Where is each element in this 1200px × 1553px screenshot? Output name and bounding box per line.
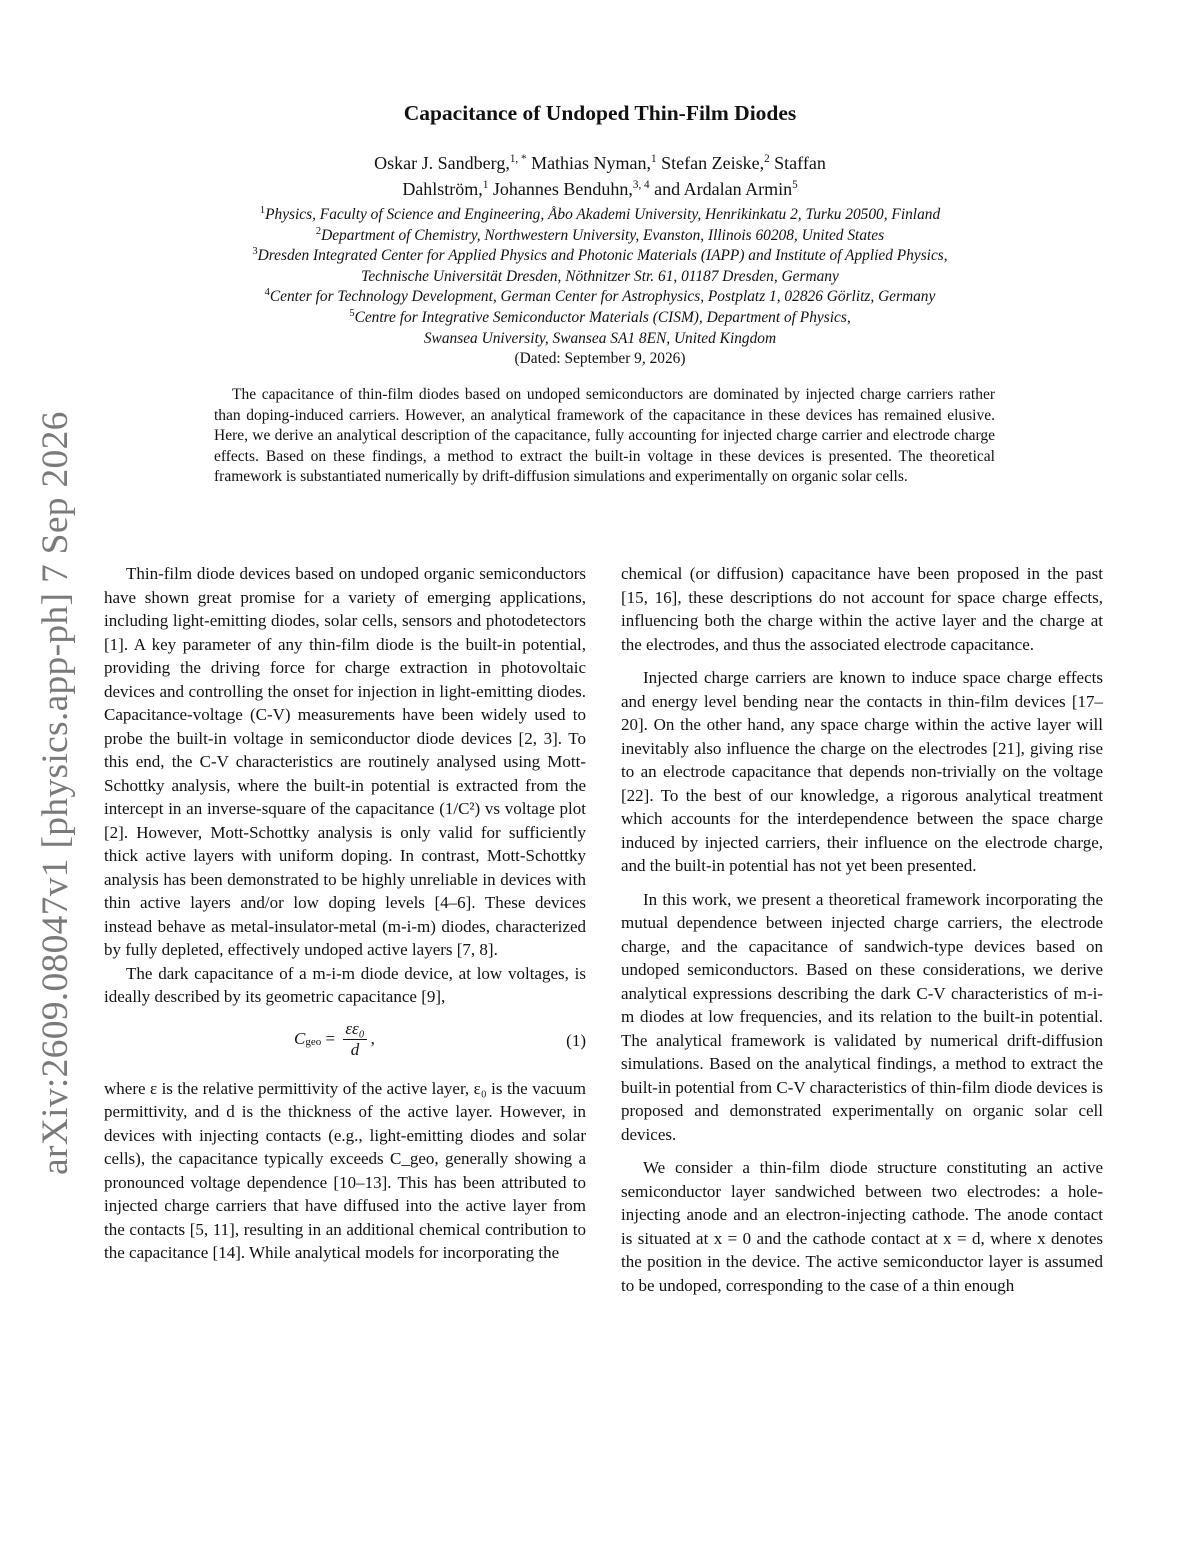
body-paragraph: In this work, we present a theoretical framework incorporating the mutual dependence between injected charge carriers, the electrode charge, and the capacitance of sandwich-type devices based on undoped semiconductors. Based on these considerations, we derive analytical expressions describing the dark C-V characteristics of m-i-m diodes at low frequencies, and its relation to the built-in potential. The analytical framework is validated by numerical drift-diffusion simulations. Based on the analytical findings, a method to extract the built-in potential from C-V characteristics of thin-film diode devices is proposed and demonstrated experimentally on organic solar cell devices. xyxy=(621,889,1103,1144)
affiliation-line: $^2$Department of Chemistry, Northwestern University, Evanston, Illinois 60208, United States xyxy=(315,225,885,244)
arxiv-sidebar-stamp xyxy=(26,375,86,1175)
author-affil-marker: 5 xyxy=(792,179,798,191)
body-paragraph: chemical (or diffusion) capacitance have been proposed in the past [15, 16], these descriptions do not account for space charge effects, influencing both the charge within the active layer and the charge at the electrodes, and thus the associated electrode capacitance. xyxy=(621,564,1103,654)
equation-numerator: εε₀ xyxy=(345,1018,365,1038)
author-name: Stefan Zeiske, xyxy=(656,153,765,173)
arxiv-identifier: arXiv:2609.08047v1 [physics.app-ph] 7 Sep 2026 xyxy=(35,411,76,1175)
equation-lhs: C xyxy=(294,1029,306,1049)
equation-fraction xyxy=(343,1019,366,1060)
equation-number: (1) xyxy=(566,1030,586,1050)
author-affil-marker: 1 xyxy=(651,153,657,165)
affiliation-line: $^1$Physics, Faculty of Science and Engineering, Åbo Akademi University, Henrikinkatu 2, Turku 20500, Finland xyxy=(259,204,941,223)
author-name: Staffan xyxy=(769,153,826,173)
affiliation-line: $^4$Center for Technology Development, German Center for Astrophysics, Postplatz 1, 02826 Görlitz, Germany xyxy=(264,287,936,306)
author-affil-marker: 2 xyxy=(764,153,770,165)
author-affil-marker: 3, 4 xyxy=(632,179,650,191)
author-name: Mathias Nyman, xyxy=(526,153,652,173)
author-affil-marker: 1, * xyxy=(509,153,527,165)
paper-title: Capacitance of Undoped Thin-Film Diodes xyxy=(403,101,797,125)
author-affil-marker: 1 xyxy=(482,179,489,191)
author-name: and Ardalan Armin xyxy=(649,179,793,199)
affiliation-list xyxy=(120,205,1080,349)
affiliation-line: $^3$Dresden Integrated Center for Applied Physics and Photonic Materials (IAPP) and Institute of Applied Physics, xyxy=(252,246,948,265)
abstract: The capacitance of thin-film diodes based on undoped semiconductors are dominated by injected charge carriers rather than doping-induced carriers. However, an analytical framework of the capacitance in these devices has remained elusive. Here, we derive an analytical description of the capacitance, fully accounting for injected charge carrier and electrode charge effects. Based on these findings, a method to extract the built-in voltage in these devices is presented. The theoretical framework is substantiated numerically by drift-diffusion simulations and experimentally on organic solar cells. xyxy=(214,386,995,486)
equation-lhs-subscript: geo xyxy=(305,1036,322,1049)
author-name: Oskar J. Sandberg, xyxy=(374,153,510,173)
body-paragraph: Thin-film diode devices based on undoped organic semiconductors have shown great promise for a variety of emerging applications, including light-emitting diodes, solar cells, sensors and photodetectors [1]. A key parameter of any thin-film diode is the built-in potential, providing the driving force for charge extraction in photovoltaic devices and controlling the onset for injection in light-emitting diodes. Capacitance-voltage (C-V) measurements have been widely used to probe the built-in voltage in semiconductor diode devices [2, 3]. To this end, the C-V characteristics are routinely analysed using Mott-Schottky analysis, where the built-in potential is extracted from the intercept in an inverse-square of the capacitance (1/C²) vs voltage plot [2]. However, Mott-Schottky analysis is only valid for sufficiently thick active layers with uniform doping. In contrast, Mott-Schottky analysis has been demonstrated to be highly unreliable in devices with thin active layers and/or low doping levels [4–6]. These devices instead behave as metal-insulator-metal (m-i-m) diodes, characterized by fully depleted, effectively undoped active layers [7, 8]. xyxy=(104,564,586,959)
affiliation-line: Technische Universität Dresden, Nöthnitzer Str. 61, 01187 Dresden, Germany xyxy=(361,267,839,285)
right-column xyxy=(621,562,1103,1297)
body-paragraph: The dark capacitance of a m-i-m diode device, at low voltages, is ideally described by its geometric capacitance [9], xyxy=(104,963,586,1006)
equation-formula xyxy=(294,1019,375,1060)
author-name: Johannes Benduhn, xyxy=(488,179,633,199)
equation-comma: , xyxy=(370,1029,375,1049)
affiliation-line: $^5$Centre for Integrative Semiconductor Materials (CISM), Department of Physics, xyxy=(349,307,851,326)
affiliation-line: Swansea University, Swansea SA1 8EN, United Kingdom xyxy=(423,329,777,347)
equation-equals: = xyxy=(321,1029,340,1049)
author-list xyxy=(200,150,1000,202)
author-name: Dahlström, xyxy=(402,179,483,199)
left-column xyxy=(104,562,586,1265)
body-paragraph: Injected charge carriers are known to induce space charge effects and energy level bending near the contacts in thin-film devices [17–20]. On the other hand, any space charge within the active layer will inevitably also influence the charge on the electrodes [21], giving rise to an electrode capacitance that depends non-trivially on the voltage [22]. To the best of our knowledge, a rigorous analytical treatment which accounts for the interdependence between the space charge induced by injected carriers, their influence on the electrode charge, and the built-in potential has not yet been presented. xyxy=(621,668,1103,875)
body-paragraph: We consider a thin-film diode structure constituting an active semiconductor layer sandwiched between two electrodes: a hole-injecting anode and an electron-injecting cathode. The anode contact is situated at x = 0 and the cathode contact at x = d, where x denotes the position in the device. The active semiconductor layer is assumed to be undoped, corresponding to the case of a thin enough xyxy=(621,1158,1103,1295)
equation-1 xyxy=(104,1013,586,1077)
equation-denominator: d xyxy=(350,1039,360,1059)
date-line: (Dated: September 9, 2026) xyxy=(514,350,686,367)
body-paragraph: where ε is the relative permittivity of the active layer, ε₀ is the vacuum permittivity, and d is the thickness of the active layer. However, in devices with injecting contacts (e.g., light-emitting diodes and solar cells), the capacitance typically exceeds C_geo, generally showing a pronounced voltage dependence [10–13]. This has been attributed to injected charge carriers that have diffused into the active layer from the contacts [5, 11], resulting in an additional chemical contribution to the capacitance [14]. While analytical models for incorporating the xyxy=(104,1078,586,1262)
